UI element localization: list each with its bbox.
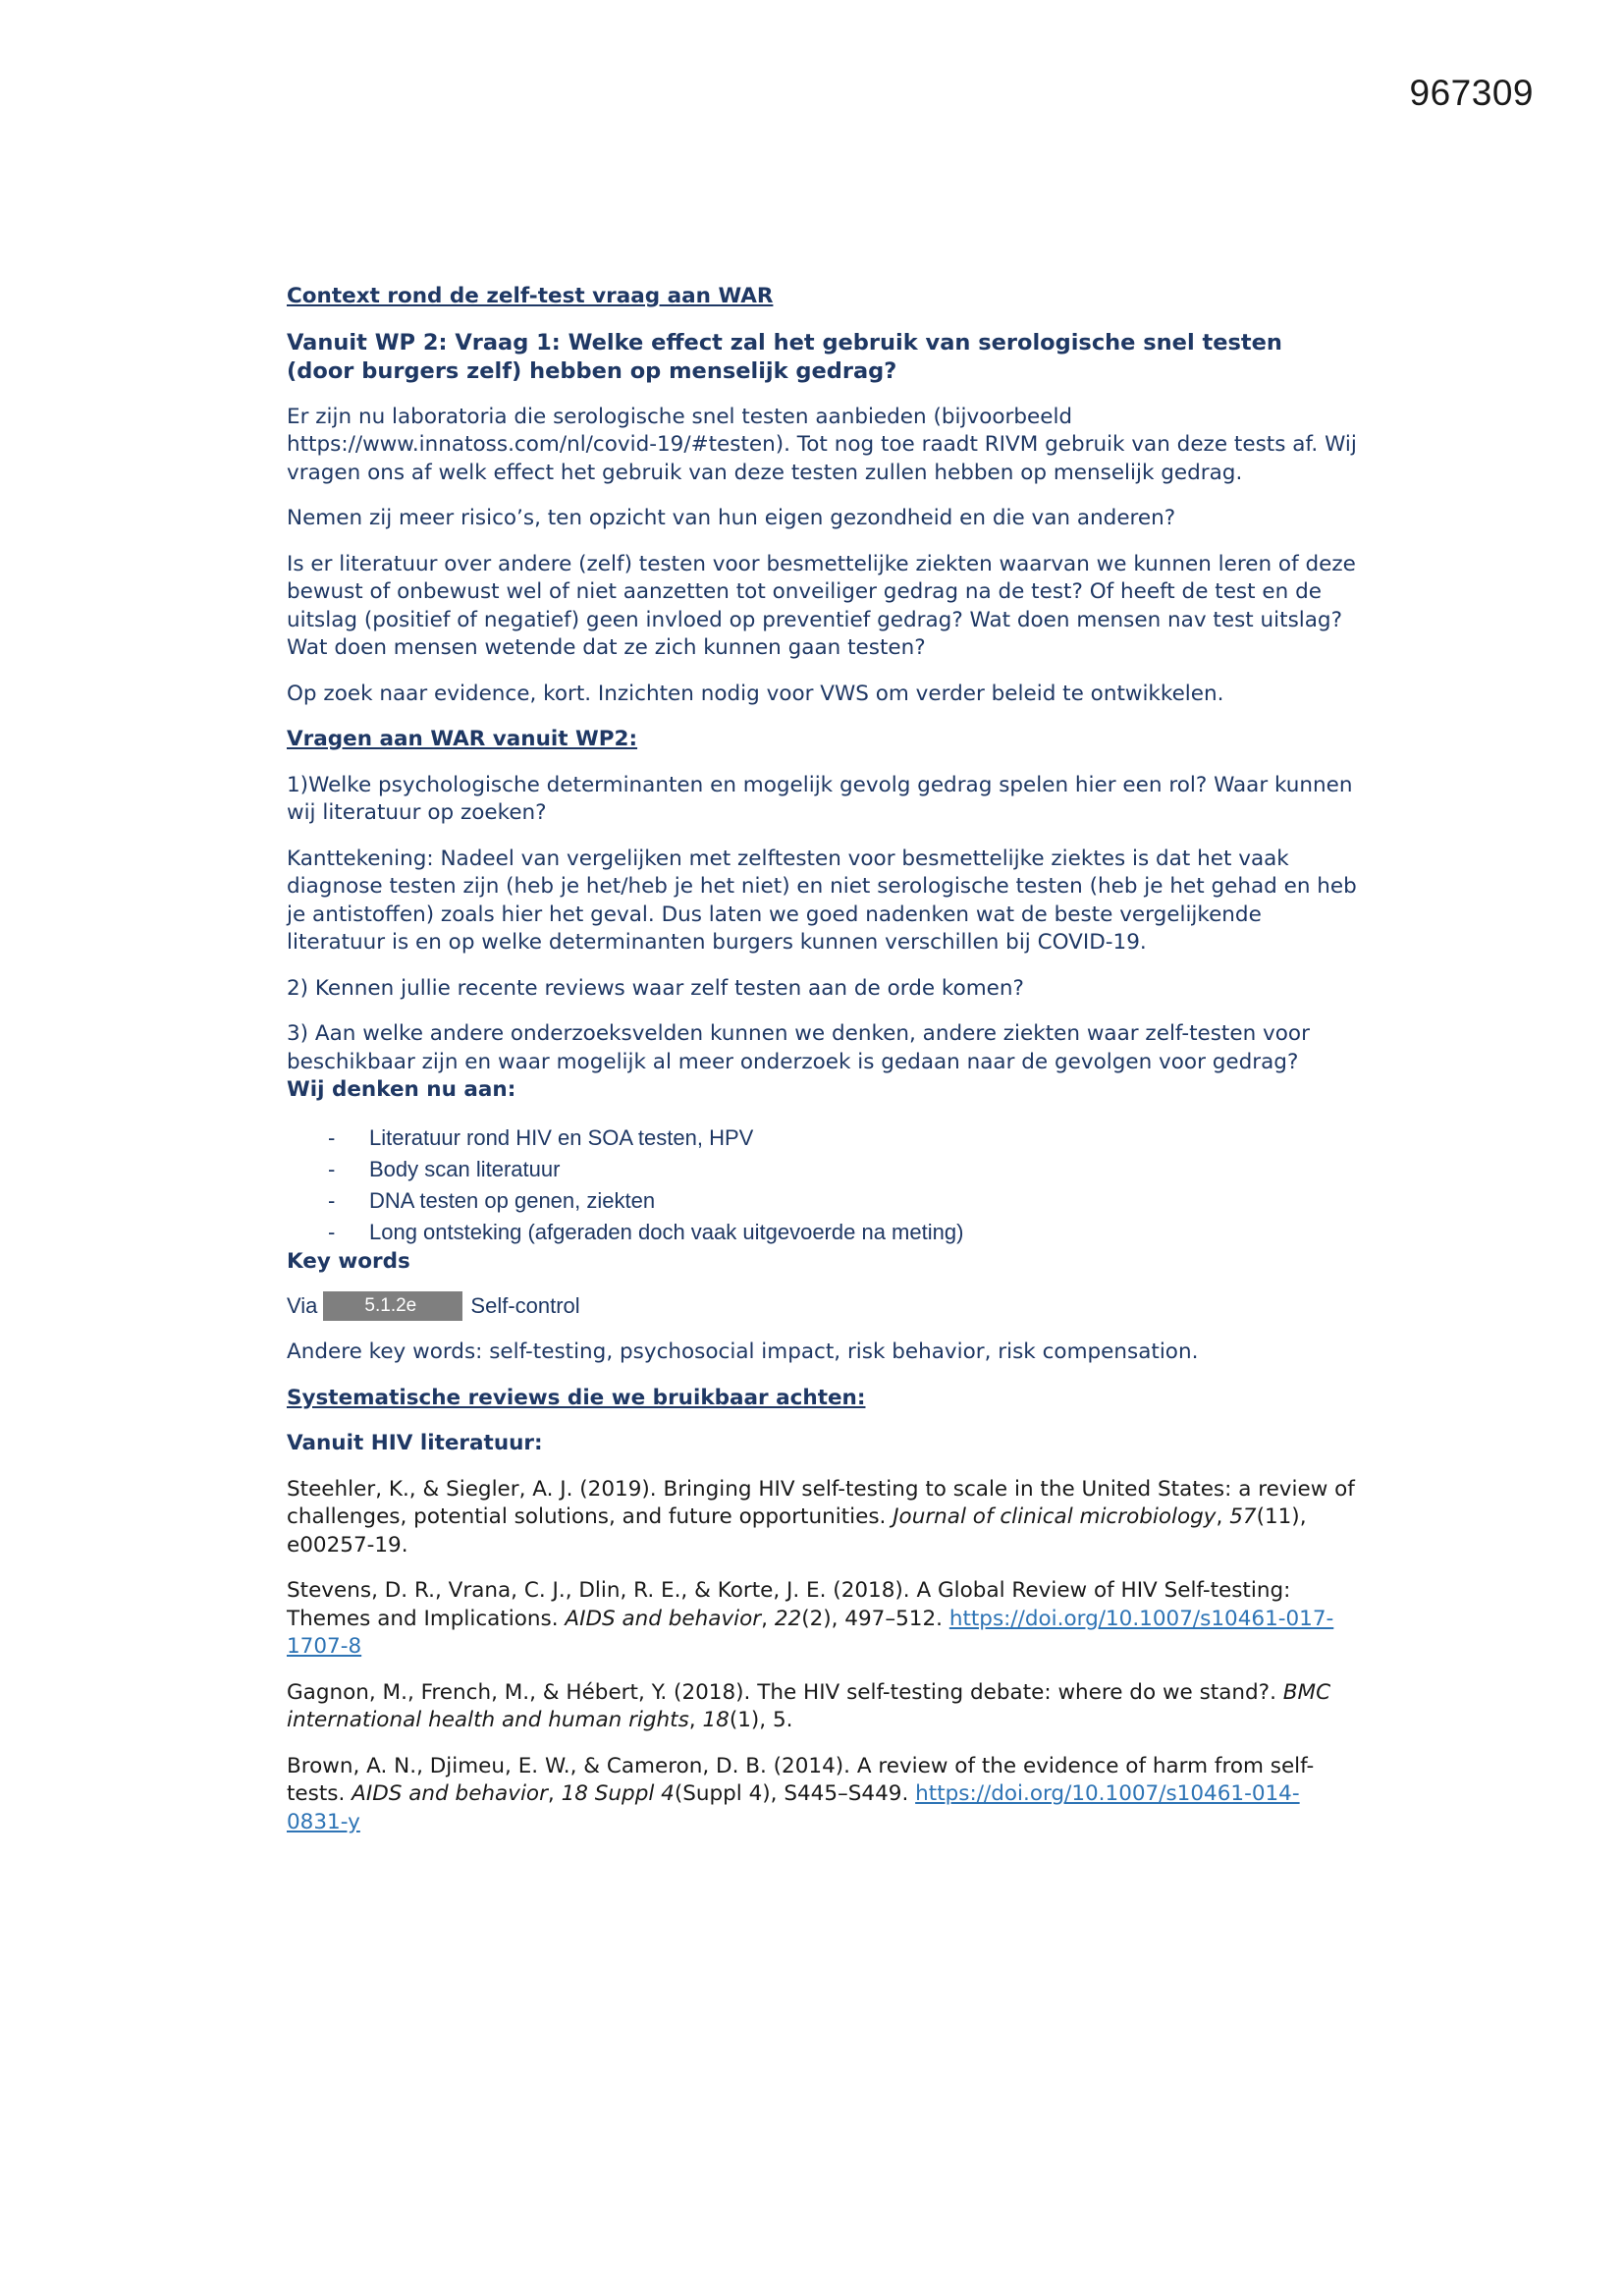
key-words-heading: Key words [287, 1248, 410, 1274]
document-body [287, 283, 1357, 1854]
section-title-context: Context rond de zelf-test vraag aan WAR [287, 284, 774, 308]
doi-link[interactable]: https://doi.org/10.1007/s10461-014-0831-y [287, 1781, 1300, 1834]
reference-steehler: Steehler, K., & Siegler, A. J. (2019). Bringing HIV self-testing to scale in the United States: a review of challenges, potential solutions, and future opportunities. Journal of clinical microbiology, 57(11), e00257-19. [287, 1476, 1355, 1558]
hiv-literatuur-heading: Vanuit HIV literatuur: [287, 1431, 543, 1455]
section-title-reviews: Systematische reviews die we bruikbaar achten: [287, 1385, 866, 1410]
list-item-text: Body scan literatuur [369, 1156, 561, 1181]
question-1-text: 1)Welke psychologische determinanten en mogelijk gevolg gedrag spelen hier een rol? Waar kunnen wij literatuur op zoeken? [287, 772, 1353, 825]
question-2-text: 2) Kennen jullie recente reviews waar zelf testen aan de orde komen? [287, 975, 1024, 1001]
question-3-text: 3) Aan welke andere onderzoeksvelden kunnen we denken, andere ziekten waar zelf-testen voor beschikbaar zijn en waar mogelijk al meer onderzoek is gedaan naar de gevolgen voor gedrag? [287, 1021, 1310, 1074]
paragraph-risico: Nemen zij meer risico’s, ten opzicht van hun eigen gezondheid en die van anderen? [287, 506, 1176, 530]
dash-bullet: - [328, 1219, 336, 1244]
document-id: 967309 [1409, 73, 1534, 113]
kanttekening-text: Kanttekening: Nadeel van vergelijken met zelftesten voor besmettelijke ziektes is dat het vaak diagnose testen zijn (heb je het/heb je het niet) en niet serologische testen (heb je het gehad en heb je antistoffen) zoals hier het geval. Dus laten we goed nadenken wat de beste vergelijkende literatuur is en op welke determinanten burgers kunnen verschillen bij COVID-19. [287, 846, 1357, 955]
andere-keywords: Andere key words: self-testing, psychosocial impact, risk behavior, risk compensation. [287, 1339, 1199, 1364]
doi-link[interactable]: https://doi.org/10.1007/s10461-017-1707-8 [287, 1606, 1334, 1659]
via-label: Via [287, 1292, 318, 1318]
reference-stevens: Stevens, D. R., Vrana, C. J., Dlin, R. E., & Korte, J. E. (2018). A Global Review of HIV Self-testing: Themes and Implications. AIDS and behavior, 22(2), 497–512. https://doi.org/10.1007/s10461-017-1707-8 [287, 1578, 1334, 1659]
dash-bullet: - [328, 1156, 336, 1181]
section-title-vragen: Vragen aan WAR vanuit WP2: [287, 727, 638, 751]
paragraph-evidence: Op zoek naar evidence, kort. Inzichten nodig voor VWS om verder beleid te ontwikkelen. [287, 681, 1224, 706]
list-item-text: DNA testen op genen, ziekten [369, 1187, 656, 1213]
redaction-box: 5.1.2e [323, 1291, 462, 1321]
wij-denken-heading: Wij denken nu aan: [287, 1077, 516, 1102]
reference-gagnon: Gagnon, M., French, M., & Hébert, Y. (2018). The HIV self-testing debate: where do we stand?. BMC international health and human rights, 18(1), 5. [287, 1679, 1331, 1732]
paragraph-laboratoria: Er zijn nu laboratoria die serologische snel testen aanbieden (bijvoorbeeld https://www.innatoss.com/nl/covid-19/#testen). Tot nog toe raadt RIVM gebruik van deze tests af. Wij vragen ons af welk effect het gebruik van deze testen zullen hebben op menselijk gedrag. [287, 404, 1357, 485]
topic-list [287, 1122, 1357, 1248]
paragraph-literatuur: Is er literatuur over andere (zelf) testen voor besmettelijke ziekten waarvan we kunnen leren of deze bewust of onbewust wel of niet aanzetten tot onveiliger gedrag na de test? Of heeft de test en de uitslag (positief of negatief) geen invloed op preventief gedrag? Wat doen mensen nav test uitslag? Wat doen mensen wetende dat ze zich kunnen gaan testen? [287, 551, 1356, 660]
keyword-line [287, 1291, 1357, 1321]
self-control-label: Self-control [470, 1292, 580, 1318]
dash-bullet: - [328, 1187, 336, 1213]
list-item [328, 1217, 1357, 1248]
list-item [328, 1122, 1357, 1154]
list-item-text: Long ontsteking (afgeraden doch vaak uitgevoerde na meting) [369, 1219, 964, 1244]
question-title: Vanuit WP 2: Vraag 1: Welke effect zal het gebruik van serologische snel testen (door burgers zelf) hebben op menselijk gedrag? [287, 329, 1282, 384]
list-item-text: Literatuur rond HIV en SOA testen, HPV [369, 1124, 754, 1150]
dash-bullet: - [328, 1124, 336, 1150]
list-item [328, 1185, 1357, 1217]
reference-brown: Brown, A. N., Djimeu, E. W., & Cameron, D. B. (2014). A review of the evidence of harm from self-tests. AIDS and behavior, 18 Suppl 4(Suppl 4), S445–S449. https://doi.org/10.1007/s10461-014-0831-y [287, 1753, 1315, 1834]
list-item [328, 1154, 1357, 1185]
